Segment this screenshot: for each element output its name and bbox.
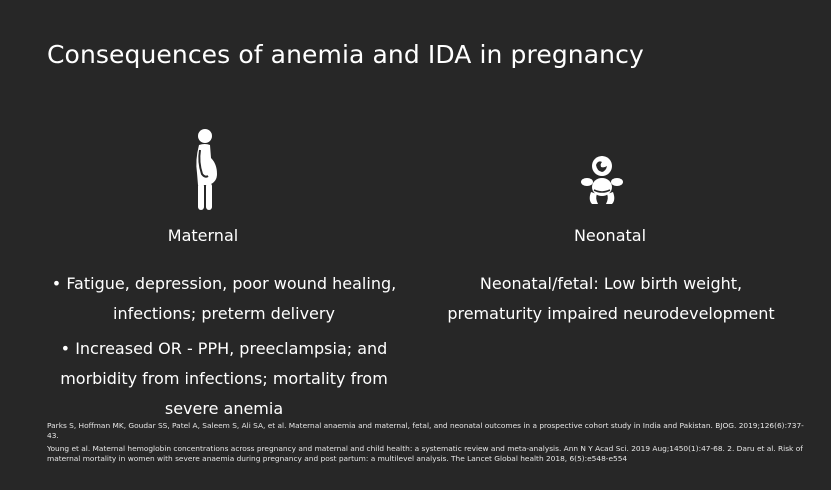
pregnant-woman-icon xyxy=(186,128,222,212)
references xyxy=(47,421,807,467)
maternal-bullet-list xyxy=(44,269,404,429)
maternal-heading: Maternal xyxy=(167,226,239,245)
slide-title: Consequences of anemia and IDA in pregnancy xyxy=(47,40,644,69)
maternal-bullet: • Fatigue, depression, poor wound healing, infections; preterm delivery xyxy=(51,274,397,323)
neonatal-description: Neonatal/fetal: Low birth weight, prematurity impaired neurodevelopment xyxy=(447,274,775,323)
reference-item: Young et al. Maternal hemoglobin concentrations across pregnancy and maternal and child health: a systematic review and meta-analysis. Ann N Y Acad Sci. 2019 Aug;1450(1):47-68. 2. Daru et al. Risk of maternal mortality in women with severe anaemia during pregnancy and post partum: a multilevel analysis. The Lancet Global health 2018, 6(5):e548-e554 xyxy=(47,444,803,463)
baby-icon xyxy=(580,154,624,208)
neonatal-heading: Neonatal xyxy=(573,226,647,245)
reference-item: Parks S, Hoffman MK, Goudar SS, Patel A, Saleem S, Ali SA, et al. Maternal anaemia and maternal, fetal, and neonatal outcomes in a prospective cohort study in India and Pakistan. BJOG. 2019;126(6):737-43. xyxy=(47,421,804,440)
maternal-bullet: • Increased OR - PPH, preeclampsia; and morbidity from infections; mortality from severe anemia xyxy=(60,339,388,418)
